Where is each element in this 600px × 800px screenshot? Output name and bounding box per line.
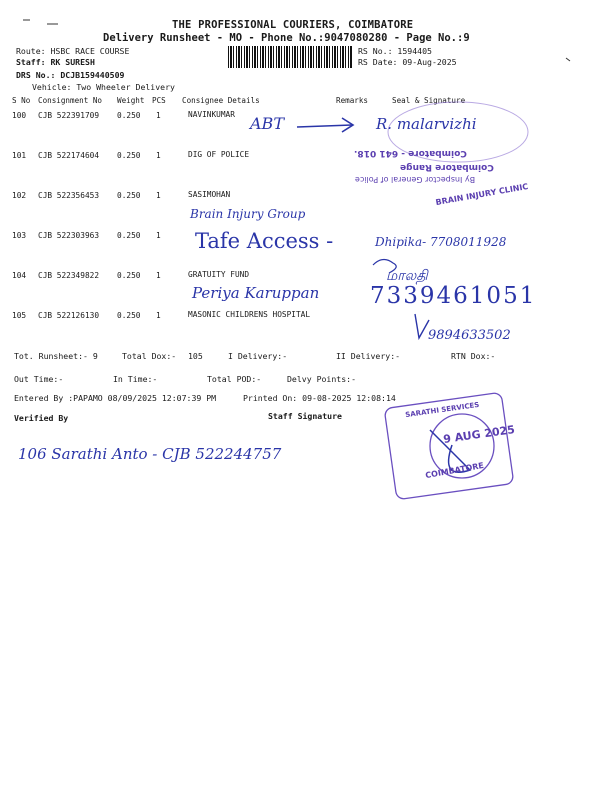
total-dox-label: Total Dox:- (122, 351, 177, 361)
runsheet-subtitle: Delivery Runsheet - MO - Phone No.:9047080280 - Page No.:9 (103, 32, 470, 44)
row-pcs: 1 (156, 151, 161, 160)
row-pcs: 1 (156, 191, 161, 200)
entered-by: Entered By :PAPAMO 08/09/2025 12:07:39 PM (14, 393, 217, 403)
ii-delivery: II Delivery:- (336, 351, 401, 361)
row-pcs: 1 (156, 311, 161, 320)
row-pcs: 1 (156, 231, 161, 240)
staff: Staff: RK SURESH (16, 57, 95, 67)
receiver-sign-100: R. malarvizhi (376, 115, 477, 133)
out-time: Out Time:- (14, 374, 64, 384)
verified-by: Verified By (14, 413, 69, 423)
row-consignment: CJB 522391709 (38, 111, 100, 120)
row-weight: 0.250 (117, 111, 141, 120)
row-pcs: 1 (156, 271, 161, 280)
company-title: THE PROFESSIONAL COURIERS, COIMBATORE (172, 19, 414, 31)
row-sno: 104 (12, 271, 27, 280)
police-stamp-line1: By Inspector General of Police (355, 175, 476, 184)
row-consignment: CJB 522174604 (38, 151, 100, 160)
row-consignee: SASIMOHAN (188, 190, 231, 199)
signature-scribble (415, 314, 429, 338)
remark-abt: ABT (250, 114, 284, 133)
row-consignment: CJB 522126130 (38, 311, 100, 320)
row-sno: 105 (12, 311, 27, 320)
row-weight: 0.250 (117, 231, 141, 240)
total-dox-value: 105 (188, 351, 203, 361)
phone-105: 9894633502 (428, 328, 511, 343)
total-pod: Total POD:- (207, 374, 262, 384)
row-consignment: CJB 522303963 (38, 231, 100, 240)
row-weight: 0.250 (117, 191, 141, 200)
row-weight: 0.250 (117, 151, 141, 160)
row-sno: 100 (12, 111, 27, 120)
col-consignment: Consignment No (38, 96, 103, 105)
extra-entry-106: 106 Sarathi Anto - CJB 522244757 (18, 445, 282, 463)
route: Route: HSBC RACE COURSE (16, 46, 130, 56)
date-stamp-date: 9 AUG 2025 (442, 423, 516, 446)
col-pcs: PCS (152, 96, 166, 105)
rtn-dox: RTN Dox:- (451, 351, 496, 361)
note-tafe-access: Tafe Access - (195, 229, 334, 253)
row-sno: 102 (12, 191, 27, 200)
col-consignee: Consignee Details (182, 96, 260, 105)
phone-104: 7339461051 (370, 283, 537, 309)
printed-on: Printed On: 09-08-2025 12:08:14 (243, 393, 396, 403)
vehicle: Vehicle: Two Wheeler Delivery (32, 82, 175, 92)
arrow-icon (297, 125, 352, 127)
row-weight: 0.250 (117, 271, 141, 280)
row-consignee: NAVINKUMAR (188, 110, 235, 119)
tot-runsheet: Tot. Runsheet:- 9 (14, 351, 98, 361)
police-stamp-line2: Coimbatore Range (400, 162, 494, 172)
col-weight: Weight (117, 96, 145, 105)
rs-date: RS Date: 09-Aug-2025 (358, 57, 457, 67)
row-consignee: MASONIC CHILDRENS HOSPITAL (188, 310, 311, 319)
row-pcs: 1 (156, 111, 161, 120)
i-delivery: I Delivery:- (228, 351, 288, 361)
row-sno: 101 (12, 151, 27, 160)
date-stamp-bottom: COIMBATORE (424, 460, 485, 481)
row-consignee: GRATUITY FUND (188, 270, 250, 279)
in-time: In Time:- (113, 374, 158, 384)
scan-mark (566, 58, 570, 61)
rs-number: RS No.: 1594405 (358, 46, 432, 56)
staff-signature: Staff Signature (268, 411, 342, 421)
col-sno: S No (12, 96, 31, 105)
col-remarks: Remarks (336, 96, 369, 105)
row-weight: 0.250 (117, 311, 141, 320)
receiver-sign-104: மாலதி (386, 268, 428, 284)
brain-injury-stamp: BRAIN INJURY CLINIC (434, 181, 529, 208)
note-periya-karuppan: Periya Karuppan (192, 284, 320, 302)
delvy-points: Delvy Points:- (287, 374, 357, 384)
police-stamp-line3: Coimbatore - 641 018. (354, 148, 467, 158)
drs-number: DRS No.: DCJB159440509 (16, 70, 125, 80)
row-consignment: CJB 522349822 (38, 271, 100, 280)
row-consignment: CJB 522356453 (38, 191, 100, 200)
col-seal: Seal & Signature (392, 96, 466, 105)
row-consignee: DIG OF POLICE (188, 150, 250, 159)
date-stamp-top: SARATHI SERVICES (404, 400, 480, 420)
row-sno: 103 (12, 231, 27, 240)
note-brain-injury: Brain Injury Group (190, 207, 306, 221)
receiver-sign-103: Dhipika- 7708011928 (375, 235, 507, 249)
